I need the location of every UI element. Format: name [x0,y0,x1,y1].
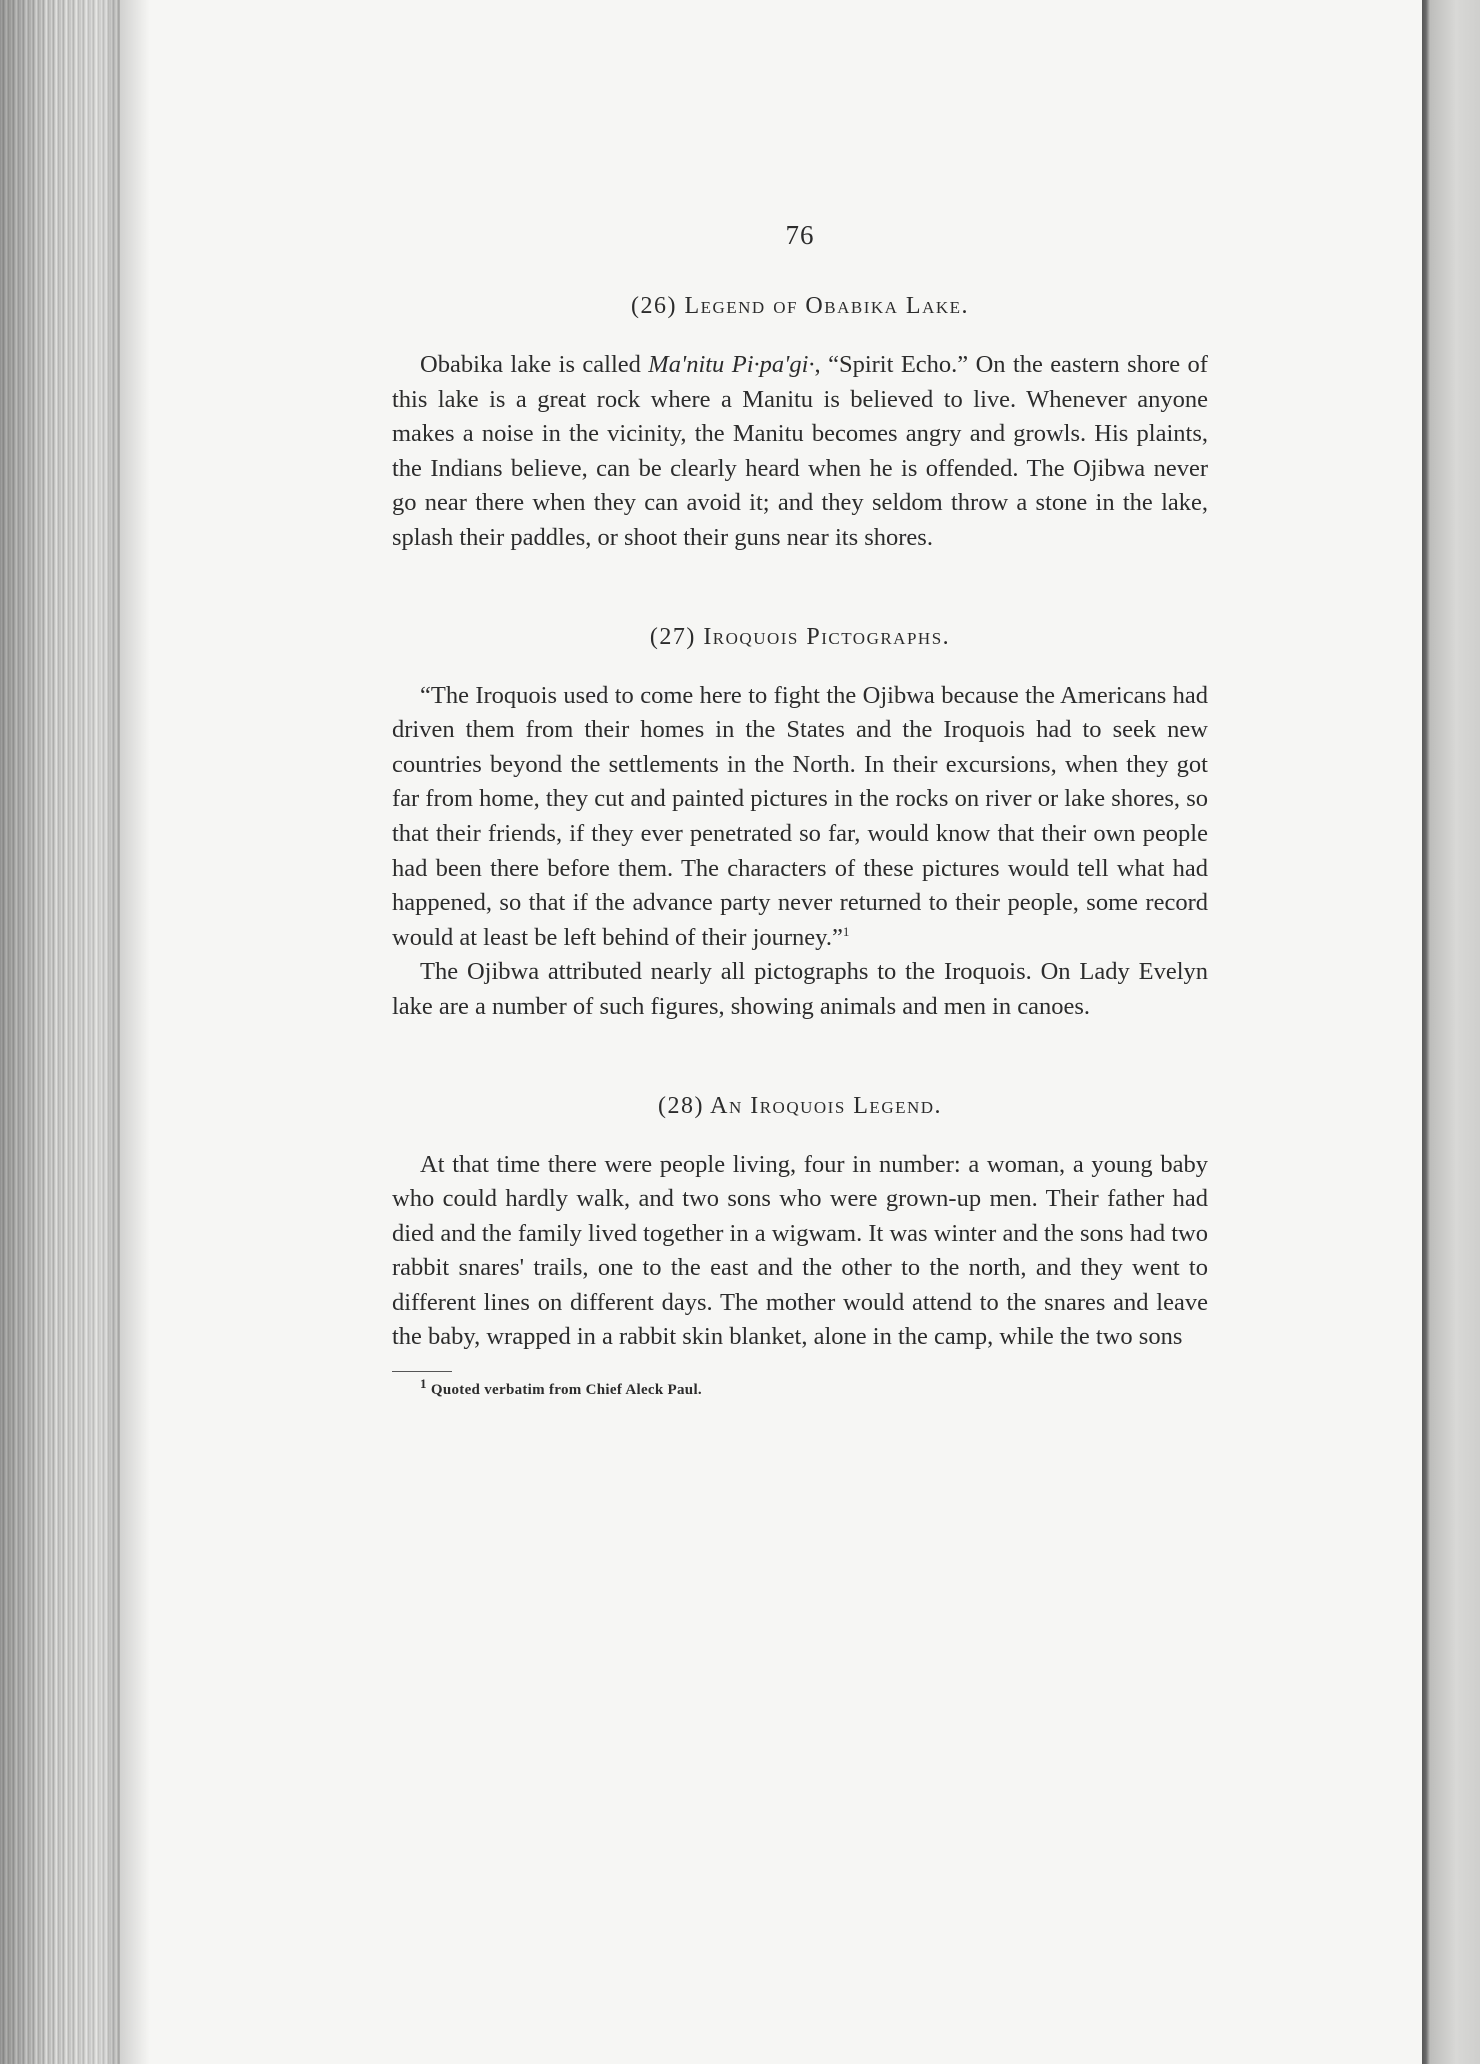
paragraph: Obabika lake is called Ma'nitu Pi·pa'gi·, “Spirit Echo.” On the eastern shore of this lake is a great rock where a Manitu is believed to live. Whenever anyone makes a noise in the vicinity, the Manitu becomes angry and growls. His plaints, the Indians believe, can be clearly heard when he is offended. The Ojibwa never go near there when they can avoid it; and they seldom throw a stone in the lake, splash their paddles, or shoot their guns near its shores. [392,351,1208,551]
footnote-divider [392,1371,452,1372]
section-obabika-lake [392,293,1208,556]
section-iroquois-pictographs [392,624,1208,1025]
footnote-marker: 1 [420,1376,427,1392]
section-title: (26) Legend of Obabika Lake. [630,293,970,319]
paragraph: “The Iroquois used to come here to fight the Ojibwa because the Americans had driven them from their homes in the States and the Iroquois had to seek new countries beyond the settlements in the North. In their excursions, when they got far from home, they cut and painted pictures in the rocks on river or lake shores, so that their friends, if they ever penetrated so far, would know that their own people had been there before them. The characters of these pictures would tell what had happened, so that if the advance party never returned to their people, some record would at least be left behind of their journey.”$^1$ [392,681,1208,951]
ojibwa-name: Ma'nitu Pi·pa'gi· [648,351,815,378]
footnote-reference: 1 [842,923,850,939]
book-page [392,220,1208,1399]
section-title: (28) An Iroquois Legend. [657,1092,943,1119]
section-iroquois-legend [392,1093,1208,1356]
right-page-border [1416,0,1480,2064]
page-number: 76 [785,220,815,250]
footnote-text: Quoted verbatim from Chief Aleck Paul. [430,1382,702,1399]
book-page-edge [0,0,120,2064]
section-title: (27) Iroquois Pictographs. [649,623,951,650]
paragraph: The Ojibwa attributed nearly all pictographs to the Iroquois. On Lady Evelyn lake are a number of such figures, showing animals and men in canoes. [392,958,1208,1020]
footnote [392,1376,1208,1399]
paragraph: At that time there were people living, four in number: a woman, a young baby who could hardly walk, and two sons who were grown-up men. Their father had died and the family lived together in a wigwam. It was winter and the sons had two rabbit snares' trails, one to the east and the other to the north, and they went to different lines on different days. The mother would attend to the snares and leave the baby, wrapped in a rabbit skin blanket, alone in the camp, while the two sons [392,1150,1208,1351]
page-gutter-shadow [120,0,150,2064]
